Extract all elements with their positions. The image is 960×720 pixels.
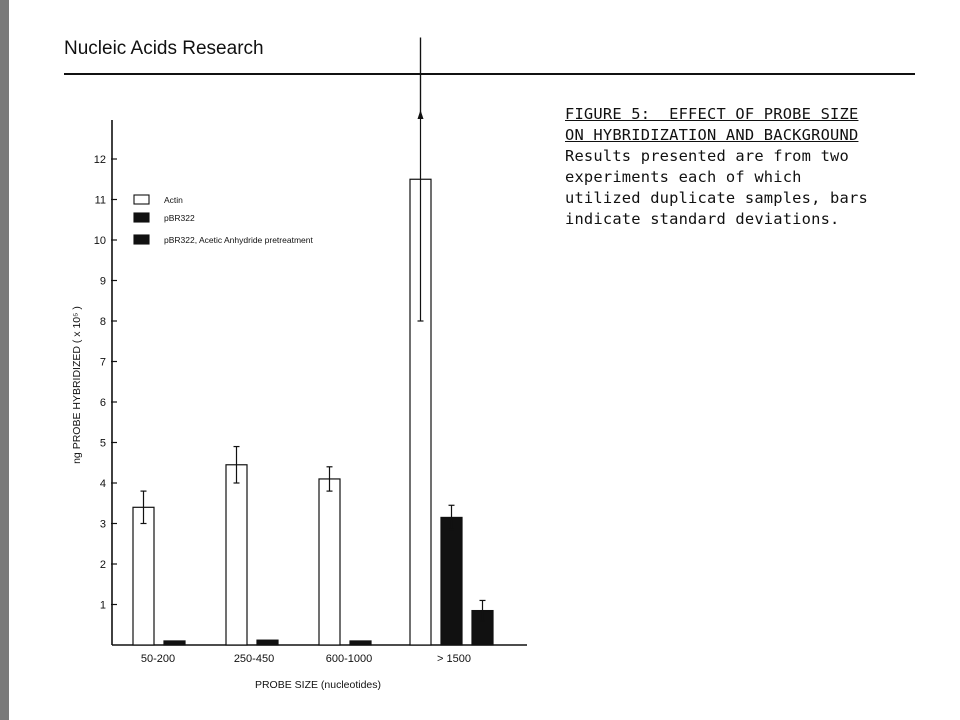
bar-1500-series-2 [441, 517, 462, 645]
y-tick-label-4: 4 [99, 478, 106, 490]
figure-caption [565, 104, 925, 230]
journal-title: Nucleic Acids Research [64, 38, 264, 59]
legend-label-3: pBR322, Acetic Anhydride pretreatment [164, 235, 313, 245]
y-tick-label-7: 7 [99, 356, 106, 369]
x-tick-label-2: 250-450 [233, 653, 275, 665]
caption-body-line-2: experiments each of which [565, 168, 802, 186]
bar-50200-series-1 [133, 507, 154, 645]
y-tick-label-8: 8 [99, 316, 106, 328]
x-tick-label-4: > 1500 [437, 653, 471, 665]
y-tick-label-11: 11 [94, 194, 106, 207]
caption-title-line-1: FIGURE 5: EFFECT OF PROBE SIZE [565, 105, 859, 123]
y-tick-label-3: 3 [99, 518, 106, 531]
y-tick-label-6: 6 [99, 397, 106, 409]
x-tick-label-1: 50-200 [140, 653, 176, 665]
legend-swatch-2 [134, 213, 149, 222]
y-tick-label-9: 9 [99, 275, 106, 288]
caption-title-line-2: ON HYBRIDIZATION AND BACKGROUND [565, 126, 859, 144]
x-axis-label: PROBE SIZE (nucleotides) [254, 679, 382, 691]
bar-50200-series-2 [164, 641, 185, 645]
x-tick-label-3: 600-1000 [325, 653, 373, 665]
y-axis-label: ng PROBE HYBRIDIZED ( x 10⁵ ) [71, 306, 83, 464]
y-tick-label-1: 1 [99, 599, 106, 612]
caption-body-line-3: utilized duplicate samples, bars [565, 189, 868, 207]
legend-swatch-3 [134, 235, 149, 244]
legend-swatch-1 [134, 195, 149, 204]
legend-label-1: Actin [164, 195, 183, 205]
caption-body-line-4: indicate standard deviations. [565, 210, 840, 228]
y-tick-label-2: 2 [99, 559, 106, 571]
bar-250450-series-1 [226, 465, 247, 645]
legend-label-2: pBR322 [164, 213, 195, 223]
bar-250450-series-2 [257, 640, 278, 645]
y-tick-label-10: 10 [93, 235, 106, 247]
caption-body-line-1: Results presented are from two [565, 147, 849, 165]
error-arrow-head [418, 110, 424, 119]
bar-6001000-series-2 [350, 641, 371, 645]
bar-6001000-series-1 [319, 479, 340, 645]
y-tick-label-5: 5 [99, 437, 106, 450]
y-tick-label-12: 12 [93, 154, 106, 166]
